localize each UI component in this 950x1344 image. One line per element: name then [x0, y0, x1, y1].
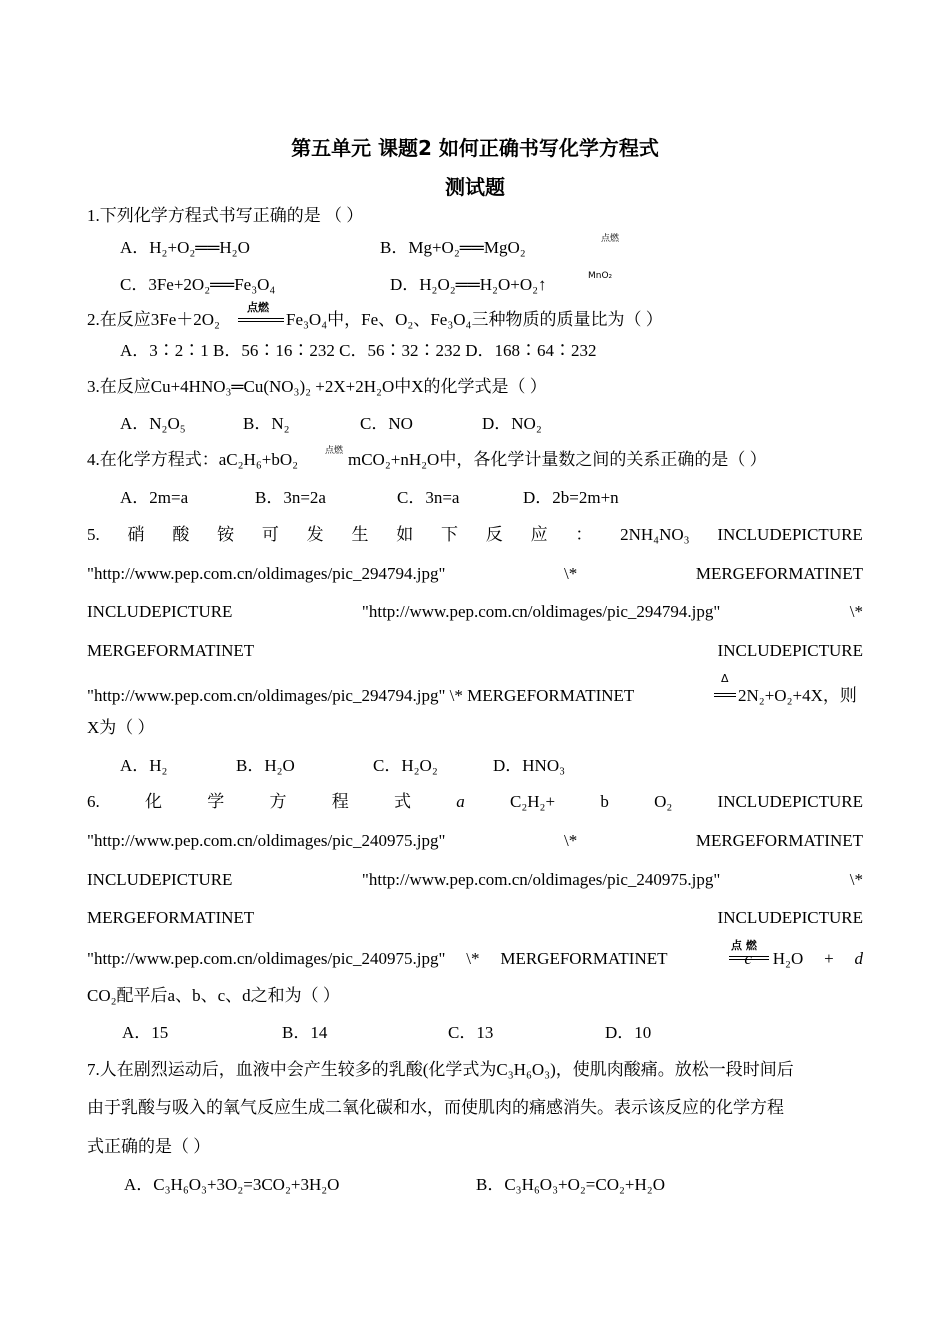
- q5-line-1: 5. 硝 酸 铵 可 发 生 如 下 反 应 ： 2NH₄NO₃ INCLUDEPICTURE: [87, 525, 863, 544]
- q5-line-6: X为（ ）: [87, 718, 155, 737]
- q1-option-d: D．H₂O₂══H₂O+O₂↑: [390, 275, 547, 294]
- q5-line-5-part1: "http://www.pep.com.cn/oldimages/pic_294794.jpg" \* MERGEFORMATINET: [87, 686, 635, 705]
- q4-condition: 点燃: [325, 446, 344, 456]
- q7-line-1: 7.人在剧烈运动后，血液中会产生较多的乳酸(化学式为C₃H₆O₃)，使肌肉酸痛。放松一段时间后: [87, 1060, 794, 1079]
- q7-line-3: 式正确的是（ ）: [87, 1137, 211, 1156]
- q2-equals-sign: [238, 318, 284, 322]
- q6-line-1: 6. 化 学 方 程 式 a C₂H₂+ b O₂ INCLUDEPICTURE: [87, 792, 863, 811]
- q2-condition: 点燃: [247, 301, 269, 314]
- q6-option-d: D．10: [605, 1023, 652, 1042]
- q6-line-5: "http://www.pep.com.cn/oldimages/pic_240975.jpg" \* MERGEFORMATINET c H₂O + d: [87, 949, 863, 968]
- q4-stem-part2: mCO₂+nH₂O中，各化学计量数之间的关系正确的是（ ）: [348, 450, 767, 469]
- q4-option-c: C．3n=a: [397, 488, 460, 507]
- q5-line-4: MERGEFORMATINET INCLUDEPICTURE: [87, 641, 863, 660]
- q1-condition-ignite: 点燃: [601, 234, 620, 244]
- q5-line-3: INCLUDEPICTURE "http://www.pep.com.cn/oldimages/pic_294794.jpg" \*: [87, 602, 863, 621]
- q1-condition-catalyst: MnO₂: [588, 271, 613, 281]
- q1-option-a: A．H₂+O₂══H₂O: [120, 238, 250, 257]
- q2-stem-part2: Fe₃O₄中，Fe、O₂、Fe₃O₄三种物质的质量比为（ ）: [286, 310, 663, 329]
- q6-option-c: C．13: [448, 1023, 494, 1042]
- q6-option-b: B．14: [282, 1023, 328, 1042]
- q1-option-c: C．3Fe+2O₂══Fe₃O₄: [120, 275, 276, 294]
- q3-option-a: A．N₂O₅: [120, 414, 186, 433]
- q5-option-d: D．HNO₃: [493, 756, 566, 775]
- q5-option-c: C．H₂O₂: [373, 756, 438, 775]
- q6-condition: 点 燃: [731, 939, 757, 952]
- q4-option-a: A．2m=a: [120, 488, 189, 507]
- q5-option-b: B．H₂O: [236, 756, 295, 775]
- q1-stem: 1.下列化学方程式书写正确的是 （ ）: [87, 206, 364, 225]
- q5-option-a: A．H₂: [120, 756, 168, 775]
- q4-option-b: B．3n=2a: [255, 488, 326, 507]
- q4-stem-part1: 4.在化学方程式：aC₂H₆+bO₂: [87, 450, 299, 469]
- q6-option-a: A．15: [122, 1023, 169, 1042]
- q4-option-d: D．2b=2m+n: [523, 488, 619, 507]
- q5-equals-sign: [714, 693, 736, 697]
- q7-line-2: 由于乳酸与吸入的氧气反应生成二氧化碳和水，而使肌肉的痛感消失。表示该反应的化学方程: [87, 1098, 784, 1117]
- q2-stem-part1: 2.在反应3Fe＋2O₂: [87, 310, 220, 329]
- q3-option-c: C．NO: [360, 414, 413, 433]
- page-subtitle: 测试题: [445, 175, 505, 199]
- q5-condition-heat: Δ: [721, 672, 729, 685]
- q5-line-2: "http://www.pep.com.cn/oldimages/pic_294794.jpg" \* MERGEFORMATINET: [87, 564, 863, 583]
- q2-options: A．3∶2∶1 B．56∶16∶232 C．56∶32∶232 D．168∶64∶232: [120, 341, 597, 360]
- q3-option-d: D．NO₂: [482, 414, 542, 433]
- q3-option-b: B．N₂: [243, 414, 290, 433]
- q6-line-2: "http://www.pep.com.cn/oldimages/pic_240975.jpg" \* MERGEFORMATINET: [87, 831, 863, 850]
- q1-option-b: B．Mg+O₂══MgO₂: [380, 238, 526, 257]
- q6-line-6: CO₂配平后a、b、c、d之和为（ ）: [87, 986, 340, 1005]
- q6-line-3: INCLUDEPICTURE "http://www.pep.com.cn/oldimages/pic_240975.jpg" \*: [87, 870, 863, 889]
- q5-line-5-part2: 2N₂+O₂+4X，则: [738, 686, 857, 705]
- q7-option-b: B．C₃H₆O₃+O₂=CO₂+H₂O: [476, 1175, 666, 1194]
- page-title: 第五单元 课题2 如何正确书写化学方程式: [291, 136, 659, 160]
- q7-option-a: A．C₃H₆O₃+3O₂=3CO₂+3H₂O: [124, 1175, 340, 1194]
- q3-stem: 3.在反应Cu+4HNO₃═Cu(NO₃)₂ +2X+2H₂O中X的化学式是（ ）: [87, 377, 547, 396]
- q6-line-4: MERGEFORMATINET INCLUDEPICTURE: [87, 908, 863, 927]
